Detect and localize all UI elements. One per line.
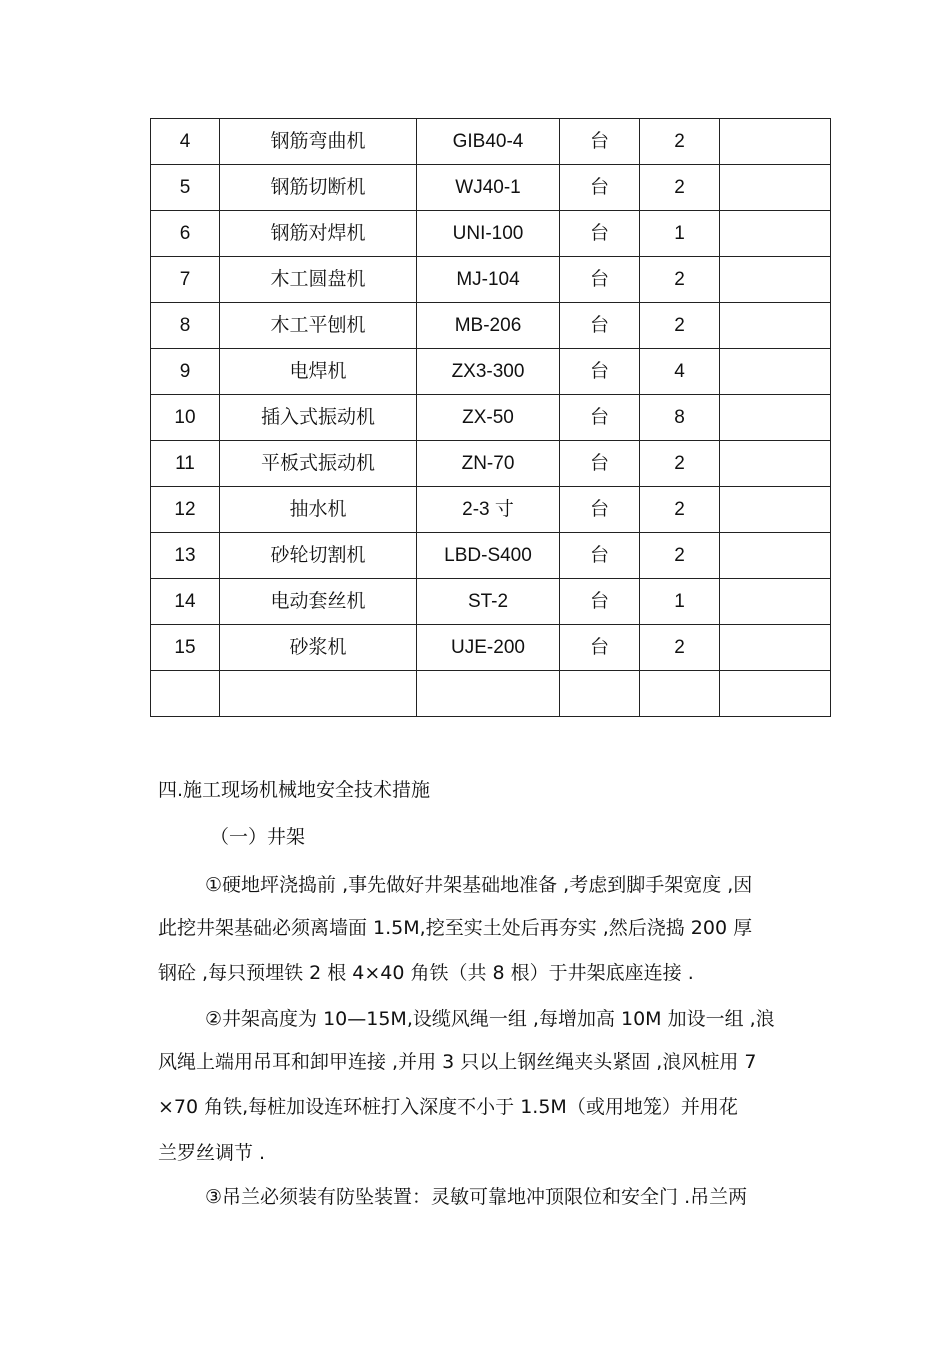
table-cell: ZN-70: [417, 441, 560, 487]
table-cell: 5: [151, 165, 220, 211]
paragraph-line: 此挖井架基础必须离墙面 1.5M,挖至实土处后再夯实 ,然后浇捣 200 厚: [158, 917, 753, 939]
table-cell: 抽水机: [220, 487, 417, 533]
table-cell: 8: [151, 303, 220, 349]
paragraph-line: ①硬地坪浇捣前 ,事先做好井架基础地准备 ,考虑到脚手架宽度 ,因: [205, 874, 753, 896]
table-cell: [640, 671, 720, 717]
table-cell: 4: [640, 349, 720, 395]
table-cell: 台: [560, 211, 640, 257]
table-cell: 平板式振动机: [220, 441, 417, 487]
table-cell: 11: [151, 441, 220, 487]
table-cell: UNI-100: [417, 211, 560, 257]
table-cell: 14: [151, 579, 220, 625]
table-cell: [720, 165, 831, 211]
table-cell: 2: [640, 165, 720, 211]
table-cell: 台: [560, 395, 640, 441]
table-cell: 1: [640, 211, 720, 257]
table-cell: 9: [151, 349, 220, 395]
table-row: [151, 257, 831, 303]
table-cell: 15: [151, 625, 220, 671]
table-cell: [560, 671, 640, 717]
table-cell: 电动套丝机: [220, 579, 417, 625]
table-row: [151, 303, 831, 349]
table-cell: 2: [640, 533, 720, 579]
table-cell: 插入式振动机: [220, 395, 417, 441]
table-cell: 台: [560, 487, 640, 533]
paragraph-line: ②井架高度为 10—15M,设缆风绳一组 ,每增加高 10M 加设一组 ,浪: [205, 1008, 775, 1030]
table-cell: [720, 303, 831, 349]
table-row: [151, 625, 831, 671]
table-row: [151, 487, 831, 533]
table-cell: 木工圆盘机: [220, 257, 417, 303]
table-cell: 8: [640, 395, 720, 441]
table-cell: MB-206: [417, 303, 560, 349]
table-cell: [720, 441, 831, 487]
table-cell: [720, 395, 831, 441]
table-cell: 台: [560, 257, 640, 303]
table-cell: 2-3 寸: [417, 487, 560, 533]
table-cell: WJ40-1: [417, 165, 560, 211]
table-cell: 木工平刨机: [220, 303, 417, 349]
subsection-heading: （一）井架: [210, 826, 306, 848]
table-cell: [720, 487, 831, 533]
table-cell: 台: [560, 349, 640, 395]
equipment-table-body: [151, 119, 831, 717]
table-cell: 砂浆机: [220, 625, 417, 671]
paragraph-line: 风绳上端用吊耳和卸甲连接 ,并用 3 只以上钢丝绳夹头紧固 ,浪风桩用 7: [158, 1051, 757, 1073]
table-cell: 2: [640, 119, 720, 165]
table-cell: 7: [151, 257, 220, 303]
paragraph-line: 钢砼 ,每只预埋铁 2 根 4×40 角铁（共 8 根）于井架底座连接 .: [158, 962, 694, 984]
table-row: [151, 671, 831, 717]
table-cell: 2: [640, 303, 720, 349]
table-cell: 12: [151, 487, 220, 533]
table-cell: [720, 579, 831, 625]
table-cell: 2: [640, 487, 720, 533]
table-cell: [151, 671, 220, 717]
table-row: [151, 395, 831, 441]
table-cell: 台: [560, 533, 640, 579]
table-cell: 4: [151, 119, 220, 165]
table-cell: UJE-200: [417, 625, 560, 671]
table-cell: 砂轮切割机: [220, 533, 417, 579]
table-cell: 1: [640, 579, 720, 625]
paragraph-line: ③吊兰必须装有防坠装置：灵敏可靠地冲顶限位和安全门 .吊兰两: [205, 1186, 748, 1208]
table-row: [151, 119, 831, 165]
table-cell: 台: [560, 441, 640, 487]
paragraph-line: ×70 角铁,每桩加设连环桩打入深度不小于 1.5M（或用地笼）并用花: [158, 1096, 738, 1118]
table-cell: 钢筋对焊机: [220, 211, 417, 257]
table-cell: 2: [640, 441, 720, 487]
table-cell: 台: [560, 165, 640, 211]
table-cell: 2: [640, 257, 720, 303]
table-cell: 6: [151, 211, 220, 257]
table-cell: 台: [560, 579, 640, 625]
paragraph-line: 兰罗丝调节 .: [158, 1142, 266, 1164]
table-cell: ST-2: [417, 579, 560, 625]
table-cell: ZX3-300: [417, 349, 560, 395]
table-cell: [720, 257, 831, 303]
table-cell: [220, 671, 417, 717]
table-cell: LBD-S400: [417, 533, 560, 579]
table-cell: MJ-104: [417, 257, 560, 303]
table-cell: 台: [560, 303, 640, 349]
table-cell: 钢筋弯曲机: [220, 119, 417, 165]
table-row: [151, 211, 831, 257]
table-cell: 台: [560, 119, 640, 165]
table-row: [151, 533, 831, 579]
table-cell: [417, 671, 560, 717]
table-cell: [720, 625, 831, 671]
table-cell: [720, 671, 831, 717]
table-cell: 电焊机: [220, 349, 417, 395]
table-cell: 钢筋切断机: [220, 165, 417, 211]
equipment-table: [150, 118, 831, 717]
table-cell: 10: [151, 395, 220, 441]
table-cell: [720, 533, 831, 579]
table-cell: [720, 211, 831, 257]
table-cell: 台: [560, 625, 640, 671]
table-cell: ZX-50: [417, 395, 560, 441]
table-cell: GIB40-4: [417, 119, 560, 165]
table-row: [151, 349, 831, 395]
table-row: [151, 165, 831, 211]
table-row: [151, 579, 831, 625]
table-cell: [720, 349, 831, 395]
table-cell: [720, 119, 831, 165]
section-heading: 四.施工现场机械地安全技术措施: [158, 779, 431, 801]
table-cell: 2: [640, 625, 720, 671]
table-cell: 13: [151, 533, 220, 579]
table-row: [151, 441, 831, 487]
